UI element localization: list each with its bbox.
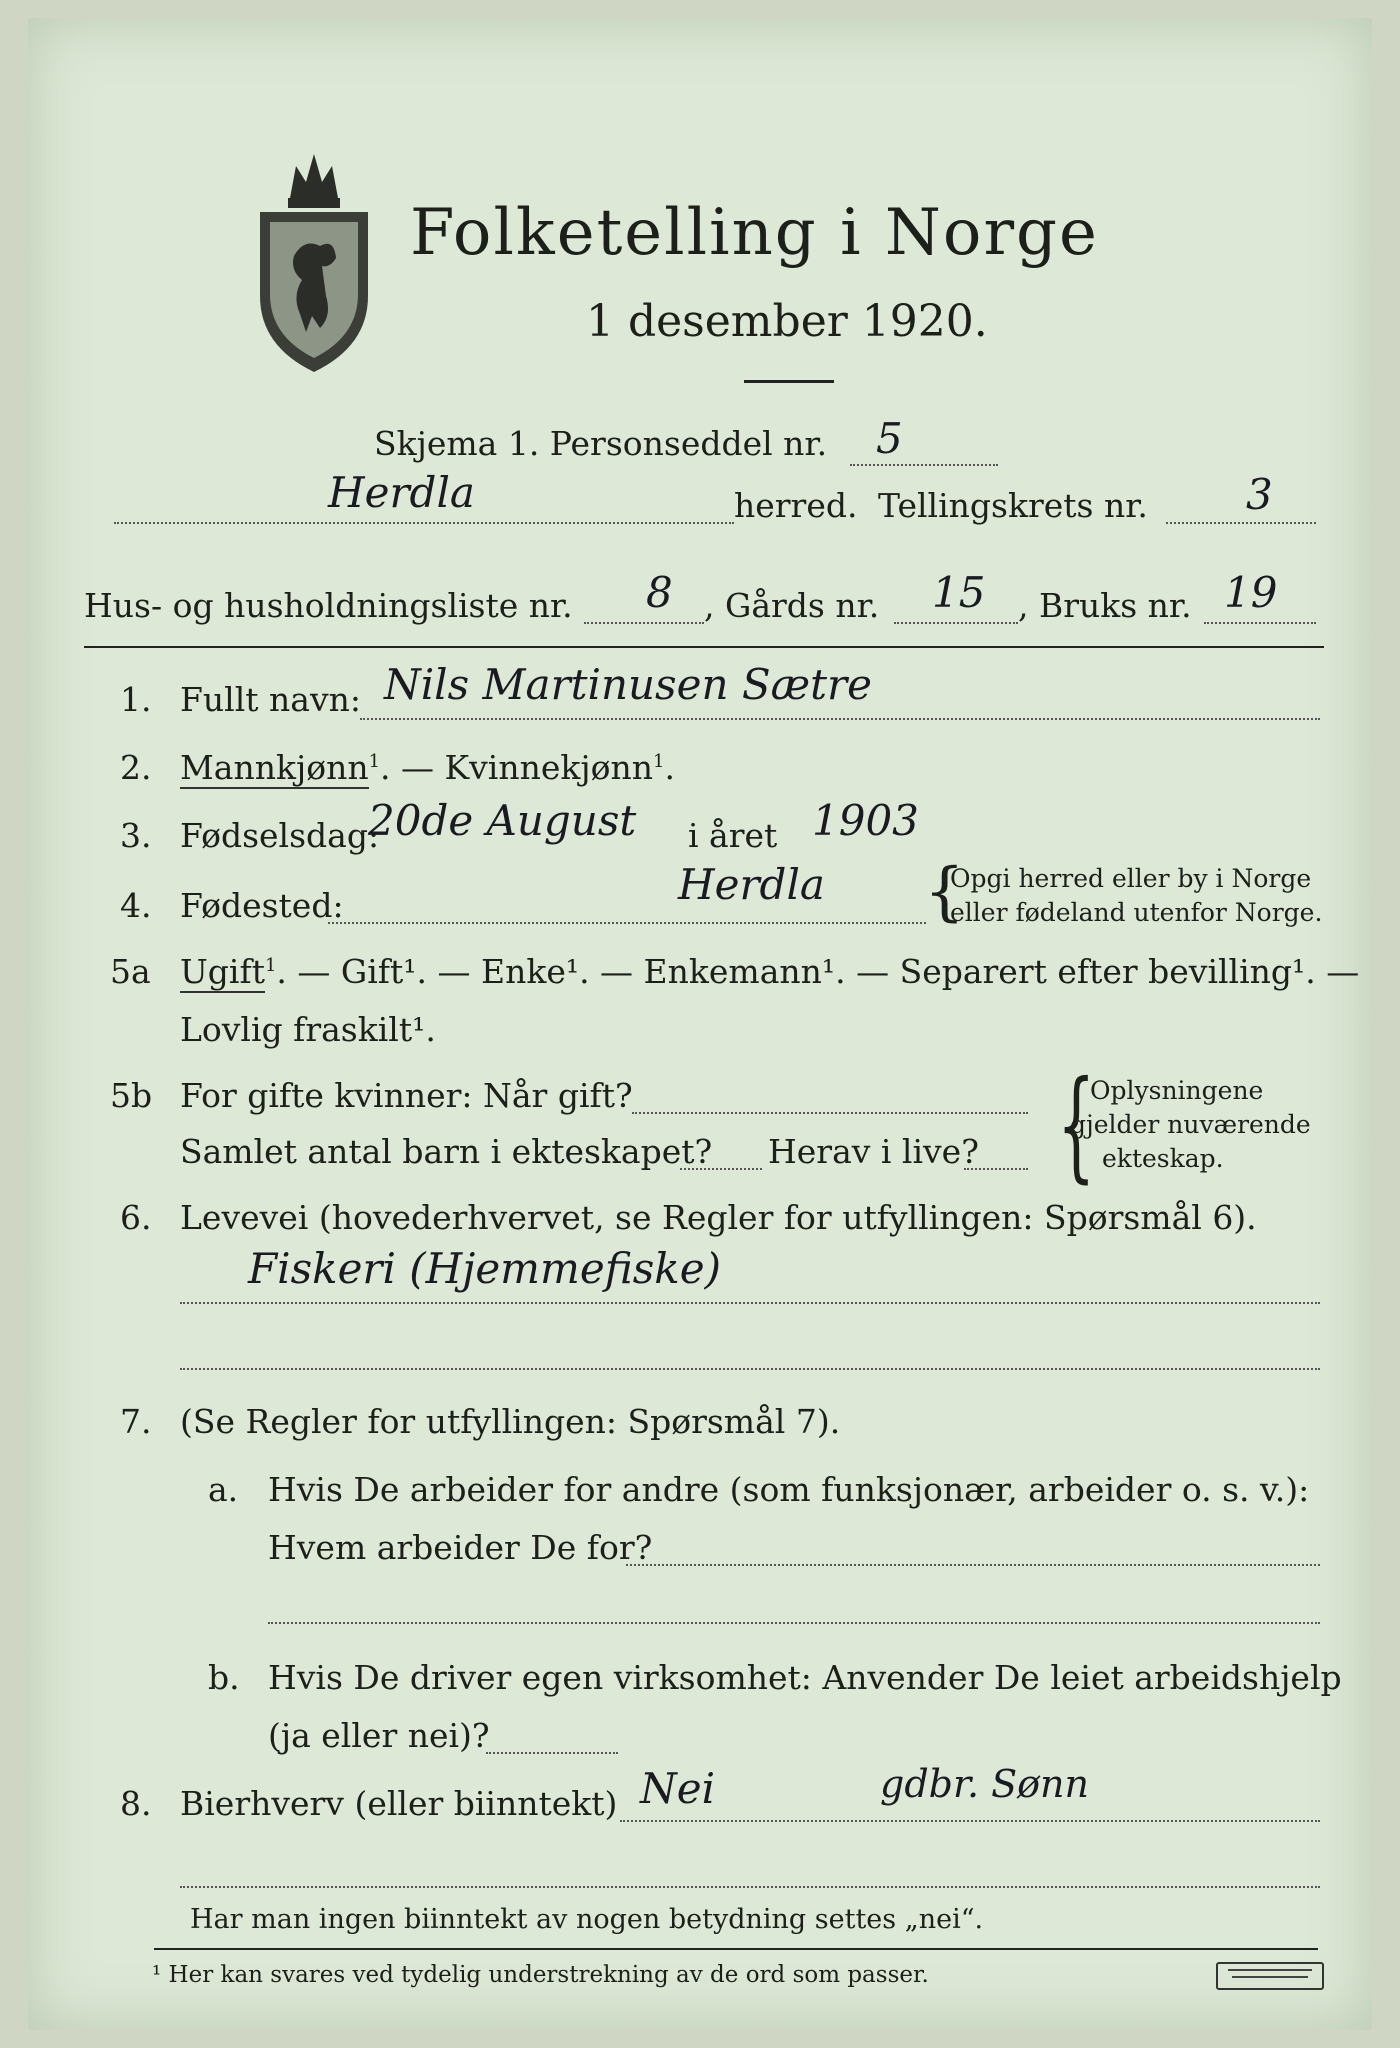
q4-label: Fødested: [180, 886, 344, 925]
gards-label: , Gårds nr. [704, 586, 880, 625]
q1-number: 1. [120, 680, 152, 719]
gards-value: 15 [932, 568, 986, 617]
form-title: Folketelling i Norge [410, 196, 1099, 270]
q5b-note-3: ekteskap. [1102, 1144, 1224, 1173]
q5a-ugift: Ugift [180, 952, 265, 991]
hus-value: 8 [646, 568, 673, 617]
footnote-rule [154, 1948, 1318, 1950]
q4-brace: { [924, 855, 965, 929]
q7-number: 7. [120, 1402, 152, 1441]
q5b-label3: Herav i live? [768, 1132, 979, 1171]
q7-label: (Se Regler for utfyllingen: Spørsmål 7). [180, 1402, 841, 1441]
hus-label: Hus- og husholdningsliste nr. [84, 586, 573, 625]
q5b-number: 5b [110, 1076, 153, 1115]
q5a-options: Ugift$^1$. — Gift¹. — Enke¹. — Enkemann¹. — Separert efter bevilling¹. — [180, 952, 1360, 991]
q5b-line2 [680, 1168, 762, 1170]
q3-value: 20de August [368, 796, 637, 845]
herred-line [114, 522, 734, 524]
q5a-number: 5a [110, 952, 151, 991]
personseddel-value: 5 [876, 414, 903, 463]
q5a-line2: Lovlig fraskilt¹. [180, 1010, 436, 1049]
printer-stamp-icon [1216, 1962, 1324, 1990]
q2-end: . [664, 748, 675, 787]
personseddel-line [850, 464, 998, 466]
header-divider [84, 646, 1324, 648]
q7b-number: b. [208, 1658, 240, 1697]
q4-line [328, 922, 926, 924]
q8-value: Nei [640, 1764, 716, 1813]
q2-number: 2. [120, 748, 152, 787]
q6-value: Fiskeri (Hjemmefiske) [248, 1244, 721, 1293]
note-nei: Har man ingen biinntekt av nogen betydning settes „nei“. [190, 1904, 984, 1935]
bruks-value: 19 [1224, 568, 1278, 617]
herred-value: Herdla [328, 468, 475, 517]
q6-label: Levevei (hovederhvervet, se Regler for utfyllingen: Spørsmål 6). [180, 1198, 1257, 1237]
q4-note-1: Opgi herred eller by i Norge [950, 864, 1312, 893]
q7a-line1 [626, 1564, 1320, 1566]
q5b-note-1: Oplysningene [1090, 1076, 1264, 1105]
q5b-line3 [964, 1168, 1028, 1170]
gards-line [894, 622, 1018, 624]
q2-options: Mannkjønn$^1$. — Kvinnekjønn$^1$. [180, 748, 675, 787]
q2-sep: . — [380, 748, 445, 787]
tellingskrets-line [1166, 522, 1316, 524]
q7b-label2: (ja eller nei)? [268, 1716, 490, 1755]
q4-value: Herdla [678, 860, 825, 909]
q5b-label2: Samlet antal barn i ekteskapet? [180, 1132, 713, 1171]
q3-year-value: 1903 [812, 796, 919, 845]
q5a-rest: . — Gift¹. — Enke¹. — Enkemann¹. — Separert efter bevilling¹. — [276, 952, 1360, 991]
q5b-label1: For gifte kvinner: Når gift? [180, 1076, 633, 1115]
q7a-number: a. [208, 1470, 239, 1509]
coat-of-arms-icon [250, 146, 378, 376]
herred-label: herred. [734, 486, 858, 525]
q6-line1 [180, 1302, 1320, 1304]
q1-line [360, 718, 1320, 720]
q5b-line1 [632, 1112, 1028, 1114]
tellingskrets-value: 3 [1246, 470, 1273, 519]
q2-male: Mannkjønn [180, 748, 369, 787]
hus-line [584, 622, 704, 624]
q6-number: 6. [120, 1198, 152, 1237]
q6-line2 [180, 1368, 1320, 1370]
q2-female: Kvinnekjønn [444, 748, 654, 787]
census-form [28, 18, 1372, 2030]
q1-value: Nils Martinusen Sætre [384, 660, 872, 709]
q8-line1 [620, 1820, 1320, 1822]
q5b-brace: { [1057, 1056, 1096, 1195]
q8-line2 [180, 1886, 1320, 1888]
title-rule [744, 380, 834, 383]
schema-label: Skjema 1. Personseddel nr. [374, 424, 828, 463]
q3-number: 3. [120, 816, 152, 855]
q7a-line2 [268, 1622, 1320, 1624]
q4-number: 4. [120, 886, 152, 925]
form-date: 1 desember 1920. [586, 296, 988, 347]
q4-note-2: eller fødeland utenfor Norge. [950, 898, 1323, 927]
q7b-label1: Hvis De driver egen virksomhet: Anvender De leiet arbeidshjelp [268, 1658, 1342, 1697]
q1-label: Fullt navn: [180, 680, 361, 719]
tellingskrets-label: Tellingskrets nr. [878, 486, 1148, 525]
q8-number: 8. [120, 1784, 152, 1823]
q8-label: Bierhverv (eller biinntekt) [180, 1784, 618, 1823]
q7a-label1: Hvis De arbeider for andre (som funksjonær, arbeider o. s. v.): [268, 1470, 1310, 1509]
bruks-line [1204, 622, 1316, 624]
q3-year-label: i året [688, 816, 778, 855]
footnote: ¹ Her kan svares ved tydelig understrekning av de ord som passer. [152, 1962, 929, 1988]
q8-value2: gdbr. Sønn [880, 1762, 1089, 1806]
bruks-label: , Bruks nr. [1018, 586, 1192, 625]
q3-label: Fødselsdag: [180, 816, 380, 855]
q5b-note-2: gjelder nuværende [1070, 1110, 1311, 1139]
q7a-label2: Hvem arbeider De for? [268, 1528, 653, 1567]
q7b-line [486, 1752, 618, 1754]
